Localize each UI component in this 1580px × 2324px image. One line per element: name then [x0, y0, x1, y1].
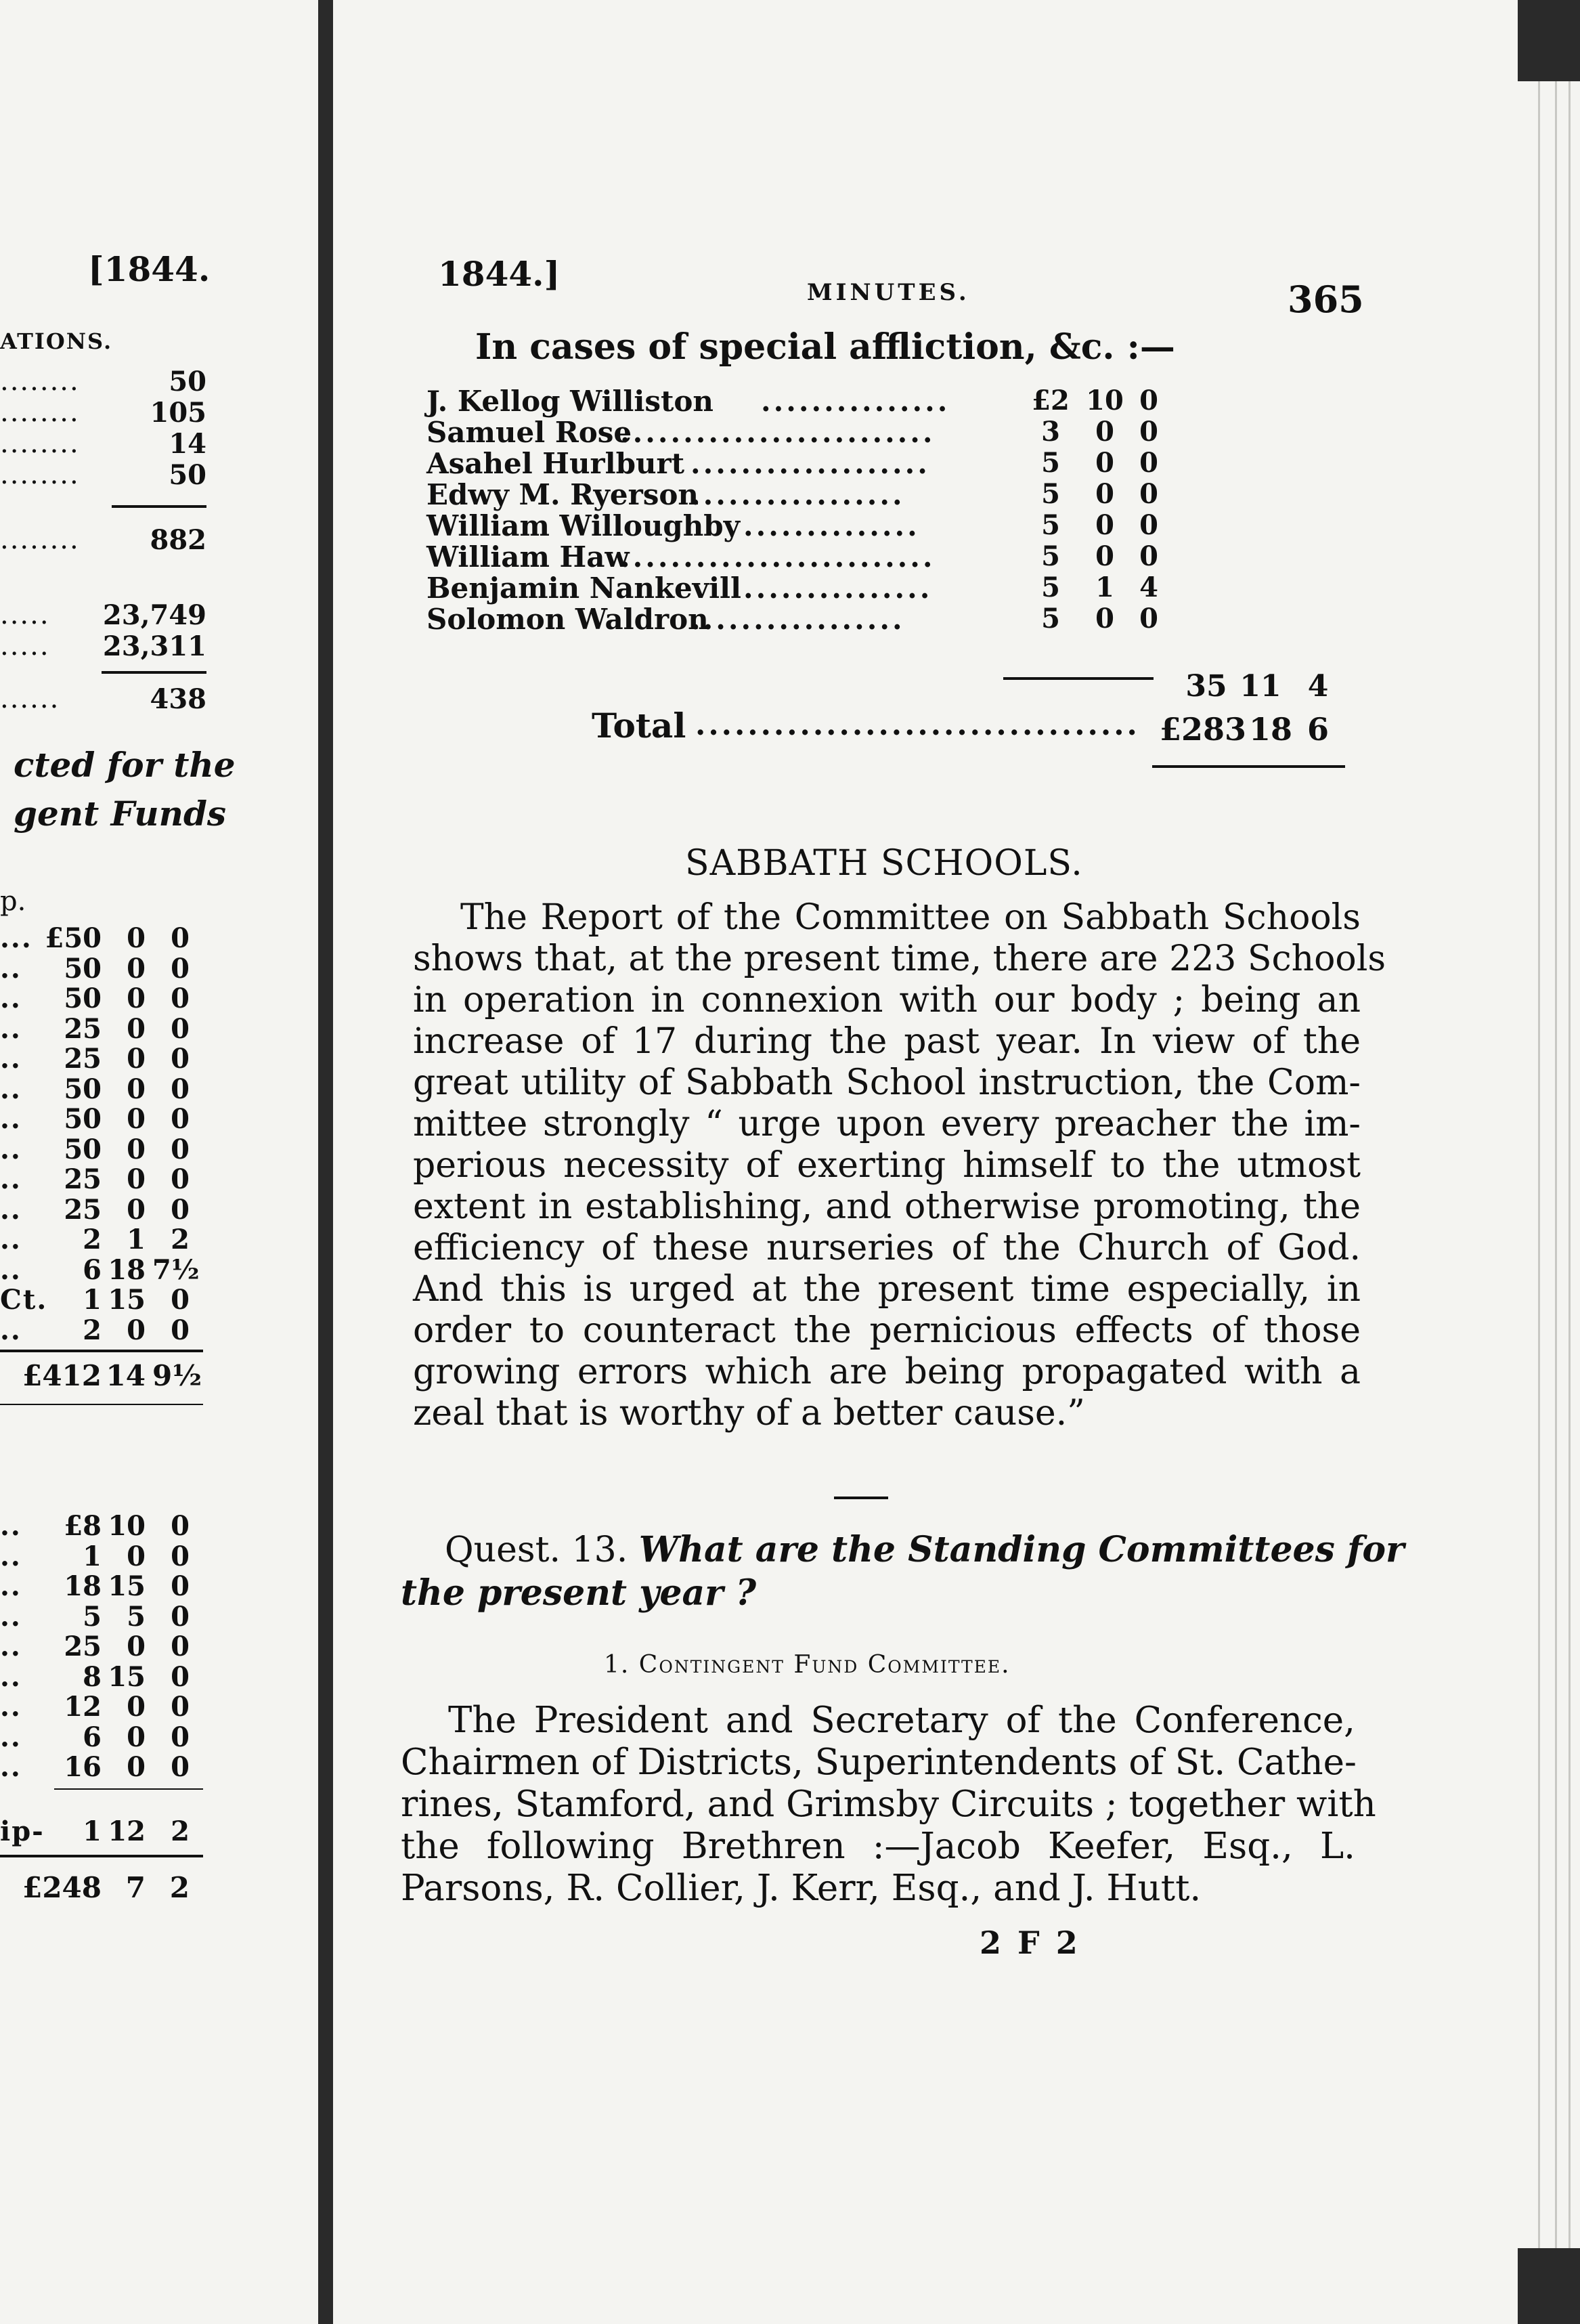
left-fund-leader: .. [0, 1103, 22, 1135]
left-fund-pounds: £50 [45, 922, 102, 954]
left-fund-shillings: 0 [127, 1073, 146, 1105]
left-top-total-leader: ........ [0, 524, 80, 555]
left-fund-total-2-pence: 2 [169, 1870, 190, 1904]
page-edges [1518, 81, 1580, 2248]
left-fund-pence: 0 [171, 1133, 190, 1165]
left-fund-leader: .. [0, 1631, 22, 1662]
left-mid-diff: 438 [150, 683, 206, 715]
paragraph-line: increase of 17 during the past year. In view of the [413, 1021, 1361, 1062]
left-fund-total-shillings: 14 [106, 1359, 146, 1392]
left-mid-value: 23,749 [102, 599, 206, 631]
left-fund-shillings: 0 [127, 1631, 146, 1662]
left-fund-leader: .. [0, 1133, 22, 1165]
affliction-pence: 0 [1139, 416, 1158, 448]
affliction-leader: ............... [761, 385, 950, 418]
paragraph-line: growing errors which are being propagated with a [413, 1352, 1361, 1392]
affliction-pounds: 5 [1041, 478, 1060, 510]
left-fund-rule-1 [0, 1350, 203, 1352]
quest-line-1 [445, 1529, 1404, 1570]
section-heading: SABBATH SCHOOLS. [685, 843, 1083, 884]
affliction-pounds: 5 [1041, 540, 1060, 572]
left-fund-pounds: 25 [64, 1043, 102, 1075]
left-fund-pence: 0 [171, 1012, 190, 1045]
affliction-shillings: 0 [1095, 540, 1114, 572]
left-top-leader: ........ [0, 397, 80, 428]
left-fund-shillings: 0 [127, 1012, 146, 1045]
left-fund-shillings: 0 [127, 922, 146, 954]
left-fund-shillings: 0 [127, 1043, 146, 1075]
affliction-shillings: 1 [1095, 572, 1114, 603]
left-fund-shillings: 0 [127, 1133, 146, 1165]
left-ship-leader: ip- [0, 1815, 45, 1847]
left-fund-pounds: 50 [64, 1073, 102, 1105]
signature-mark: 2 F 2 [980, 1924, 1080, 1961]
paragraph-line: The Report of the Committee on Sabbath Schools [460, 897, 1361, 938]
left-fund-pounds: 1 [83, 1540, 102, 1572]
left-fund-leader: .. [0, 983, 22, 1014]
total-pence: 6 [1307, 711, 1329, 748]
left-fund-pounds: 6 [83, 1721, 102, 1753]
section-divider [834, 1497, 888, 1499]
left-fund-rule-4 [0, 1855, 203, 1857]
left-fund-pounds: 50 [64, 983, 102, 1014]
left-italic-heading-1: cted for the [14, 745, 236, 785]
left-fund-shillings: 18 [108, 1253, 146, 1286]
left-fund-leader: .. [0, 1691, 22, 1723]
paragraph-line: zeal that is worthy of a better cause.” [413, 1393, 1085, 1434]
subtotal-shillings: 11 [1239, 669, 1281, 704]
left-fund-shillings: 0 [127, 1193, 146, 1226]
left-fund-pounds: 25 [64, 1012, 102, 1045]
subtotal-rule [1003, 677, 1154, 680]
left-fund-pounds: 2 [83, 1224, 102, 1255]
affliction-shillings: 0 [1095, 416, 1114, 448]
committee-line: the following Brethren :—Jacob Keefer, Esq., L. [401, 1826, 1355, 1867]
page-number: 365 [1288, 278, 1364, 321]
subtotal-pounds: 35 [1185, 669, 1227, 704]
affliction-name: William Haw [426, 540, 630, 574]
left-fund-leader: .. [0, 1660, 22, 1693]
quest-text-2: the present year ? [401, 1572, 757, 1614]
left-column-heading: ATIONS. [0, 328, 113, 354]
left-fund-leader: .. [0, 1600, 22, 1633]
affliction-name: Benjamin Nankevill [426, 572, 741, 605]
affliction-pence: 0 [1139, 385, 1158, 416]
left-fund-total-pounds: £412 [22, 1359, 102, 1392]
affliction-leader: .............. [743, 509, 920, 542]
left-ship-pounds: 1 [83, 1815, 102, 1847]
affliction-shillings: 0 [1095, 603, 1114, 634]
left-fund-shillings: 5 [127, 1600, 146, 1633]
paragraph-line: efficiency of these nurseries of the Church of God. [413, 1228, 1361, 1268]
affliction-shillings: 0 [1095, 478, 1114, 510]
affliction-pounds: 5 [1041, 447, 1060, 479]
left-fund-pence: 0 [171, 1600, 190, 1633]
affliction-pence: 4 [1139, 572, 1158, 603]
left-fund-leader: ... [0, 922, 32, 954]
paragraph-line: extent in establishing, and otherwise promoting, the [413, 1186, 1361, 1227]
total-shillings: 18 [1248, 711, 1292, 748]
left-mid-rule [102, 671, 206, 674]
left-fund-shillings: 0 [127, 1691, 146, 1723]
left-fund-pence: 0 [171, 1691, 190, 1723]
left-fund-pence: 0 [171, 1163, 190, 1195]
right-year: 1844.] [438, 254, 561, 294]
left-top-leader: ........ [0, 428, 80, 459]
left-fund-leader: .. [0, 1193, 22, 1226]
left-p-mark: p. [0, 886, 26, 917]
paragraph-line: order to counteract the pernicious effects of those [413, 1310, 1361, 1351]
left-fund-pence: 7½ [152, 1253, 200, 1286]
left-fund-pounds: 50 [64, 952, 102, 985]
affliction-name: Edwy M. Ryerson [426, 478, 699, 511]
left-fund-pence: 0 [171, 1751, 190, 1783]
left-fund-pence: 0 [171, 1540, 190, 1572]
left-fund-shillings: 0 [127, 1103, 146, 1135]
affliction-leader: ................. [690, 603, 905, 636]
left-fund-pounds: 6 [83, 1253, 102, 1286]
left-fund-leader: .. [0, 1314, 22, 1346]
left-fund-pence: 0 [171, 1660, 190, 1693]
left-fund-pounds: 18 [64, 1570, 102, 1602]
paragraph-line: in operation in connexion with our body ; being an [413, 980, 1361, 1020]
left-fund-pence: 0 [171, 1314, 190, 1346]
affliction-pence: 0 [1139, 603, 1158, 634]
left-fund-shillings: 10 [108, 1510, 146, 1542]
left-top-value: 14 [169, 428, 206, 460]
left-fund-pounds: 25 [64, 1193, 102, 1226]
left-fund-pounds: £8 [64, 1510, 102, 1542]
left-top-total: 882 [150, 524, 206, 556]
committee-paragraph [401, 1700, 1376, 1910]
left-fund-pence: 0 [171, 1721, 190, 1753]
left-fund-pence: 0 [171, 1631, 190, 1662]
left-fund-leader: .. [0, 952, 22, 985]
left-top-value: 50 [169, 459, 206, 491]
left-mid-value: 23,311 [102, 630, 206, 662]
total-rule [1152, 765, 1345, 768]
left-fund-leader: Ct. [0, 1284, 48, 1316]
left-fund-pounds: 12 [64, 1691, 102, 1723]
quest-text-1: What are the Standing Committees for [638, 1529, 1405, 1570]
right-page [333, 0, 1518, 2324]
affliction-leader: ................... [690, 447, 930, 480]
left-fund-pounds: 8 [83, 1660, 102, 1693]
left-fund-pounds: 1 [83, 1284, 102, 1316]
left-fund-rule-2 [0, 1404, 203, 1405]
affliction-pence: 0 [1139, 478, 1158, 510]
quest-label: Quest. 13. [445, 1530, 628, 1570]
committee-line: The President and Secretary of the Conference, [448, 1700, 1355, 1741]
affliction-pence: 0 [1139, 509, 1158, 541]
left-fund-shillings: 15 [108, 1284, 146, 1316]
left-fund-shillings: 0 [127, 1540, 146, 1572]
committee-line: Parsons, R. Collier, J. Kerr, Esq., and J. Hutt. [401, 1868, 1202, 1909]
left-fund-pence: 0 [171, 1193, 190, 1226]
left-fund-shillings: 0 [127, 1751, 146, 1783]
affliction-leader: ......................... [620, 416, 936, 449]
left-page [0, 0, 318, 2324]
left-fund-pounds: 25 [64, 1631, 102, 1662]
affliction-shillings: 0 [1095, 509, 1114, 541]
left-top-leader: ........ [0, 459, 80, 490]
left-fund-shillings: 0 [127, 1314, 146, 1346]
left-fund-leader: .. [0, 1043, 22, 1075]
left-top-leader: ........ [0, 366, 80, 397]
left-italic-heading-2: gent Funds [14, 794, 227, 834]
left-fund-shillings: 0 [127, 1163, 146, 1195]
total-label: Total [592, 706, 686, 746]
left-fund-total-2-shillings: 7 [125, 1870, 146, 1904]
left-mid-leader: ..... [0, 599, 50, 630]
left-mid-leader: ..... [0, 630, 50, 662]
affliction-name: Solomon Waldron [426, 603, 709, 636]
left-fund-total-2-pounds: £248 [22, 1870, 102, 1904]
affliction-name: Samuel Rose [426, 416, 632, 449]
paragraph-line: mittee strongly “ urge upon every preacher the im- [413, 1104, 1361, 1144]
left-fund-total-pence: 9½ [152, 1359, 202, 1392]
committee-heading: 1. Contingent Fund Committee. [604, 1651, 1011, 1679]
left-fund-pence: 0 [171, 922, 190, 954]
left-fund-pounds: 5 [83, 1600, 102, 1633]
left-fund-pence: 0 [171, 983, 190, 1014]
left-fund-leader: .. [0, 1012, 22, 1045]
affliction-leader: ............... [743, 572, 933, 605]
affliction-leader: ................. [690, 478, 905, 511]
affliction-name: Asahel Hurlburt [426, 447, 685, 480]
affliction-shillings: 0 [1095, 447, 1114, 479]
left-ship-pence: 2 [171, 1815, 190, 1847]
paragraph-line: And this is urged at the present time especially, in [413, 1269, 1361, 1310]
left-running-head: [1844. [88, 249, 211, 289]
affliction-pounds: 5 [1041, 603, 1060, 634]
left-fund-pence: 2 [171, 1224, 190, 1255]
left-fund-pounds: 50 [64, 1103, 102, 1135]
total-leader: .................................. [695, 708, 1140, 742]
left-ship-shillings: 12 [108, 1815, 146, 1847]
affliction-pounds: £2 [1032, 385, 1070, 416]
left-fund-shillings: 1 [127, 1224, 146, 1255]
left-fund-rule-3 [54, 1788, 203, 1790]
left-fund-leader: .. [0, 1751, 22, 1783]
affliction-pounds: 5 [1041, 509, 1060, 541]
left-fund-shillings: 15 [108, 1570, 146, 1602]
left-fund-leader: .. [0, 1570, 22, 1602]
left-fund-pounds: 2 [83, 1314, 102, 1346]
left-fund-shillings: 0 [127, 952, 146, 985]
left-top-rule [112, 505, 206, 508]
left-fund-pence: 0 [171, 1103, 190, 1135]
affliction-pounds: 5 [1041, 572, 1060, 603]
left-fund-pounds: 25 [64, 1163, 102, 1195]
paragraph-line: perious necessity of exerting himself to the utmost [413, 1145, 1361, 1186]
left-fund-leader: .. [0, 1224, 22, 1255]
left-fund-leader: .. [0, 1721, 22, 1753]
left-fund-shillings: 0 [127, 983, 146, 1014]
left-fund-leader: .. [0, 1510, 22, 1542]
committee-line: Chairmen of Districts, Superintendents of St. Cathe- [401, 1742, 1357, 1783]
left-fund-leader: .. [0, 1163, 22, 1195]
left-top-value: 105 [150, 397, 206, 429]
affliction-heading: In cases of special affliction, &c. :— [475, 326, 1175, 368]
left-fund-leader: .. [0, 1540, 22, 1572]
left-fund-pence: 0 [171, 952, 190, 985]
affliction-pence: 0 [1139, 540, 1158, 572]
total-pounds: £283 [1159, 711, 1247, 748]
left-fund-shillings: 0 [127, 1721, 146, 1753]
left-top-value: 50 [169, 366, 206, 397]
left-fund-pence: 0 [171, 1284, 190, 1316]
left-fund-pounds: 16 [64, 1751, 102, 1783]
paragraph-line: great utility of Sabbath School instruction, the Com- [413, 1062, 1361, 1103]
paragraph-line: shows that, at the present time, there are 223 Schools [413, 939, 1386, 979]
sabbath-paragraph [413, 897, 1386, 1434]
affliction-name: William Willoughby [426, 509, 741, 542]
left-fund-pounds: 50 [64, 1133, 102, 1165]
running-title: MINUTES. [807, 279, 970, 306]
affliction-shillings: 10 [1086, 385, 1124, 416]
left-fund-leader: .. [0, 1073, 22, 1105]
affliction-pence: 0 [1139, 447, 1158, 479]
affliction-name: J. Kellog Williston [426, 385, 714, 418]
committee-line: rines, Stamford, and Grimsby Circuits ; together with [401, 1784, 1376, 1825]
left-fund-pence: 0 [171, 1073, 190, 1105]
left-fund-pence: 0 [171, 1043, 190, 1075]
subtotal-pence: 4 [1307, 669, 1329, 704]
affliction-leader: ......................... [620, 540, 936, 574]
left-mid-diff-leader: ...... [0, 683, 60, 714]
left-fund-pence: 0 [171, 1570, 190, 1602]
left-fund-pence: 0 [171, 1510, 190, 1542]
left-fund-leader: .. [0, 1253, 22, 1286]
left-fund-shillings: 15 [108, 1660, 146, 1693]
affliction-pounds: 3 [1041, 416, 1060, 448]
